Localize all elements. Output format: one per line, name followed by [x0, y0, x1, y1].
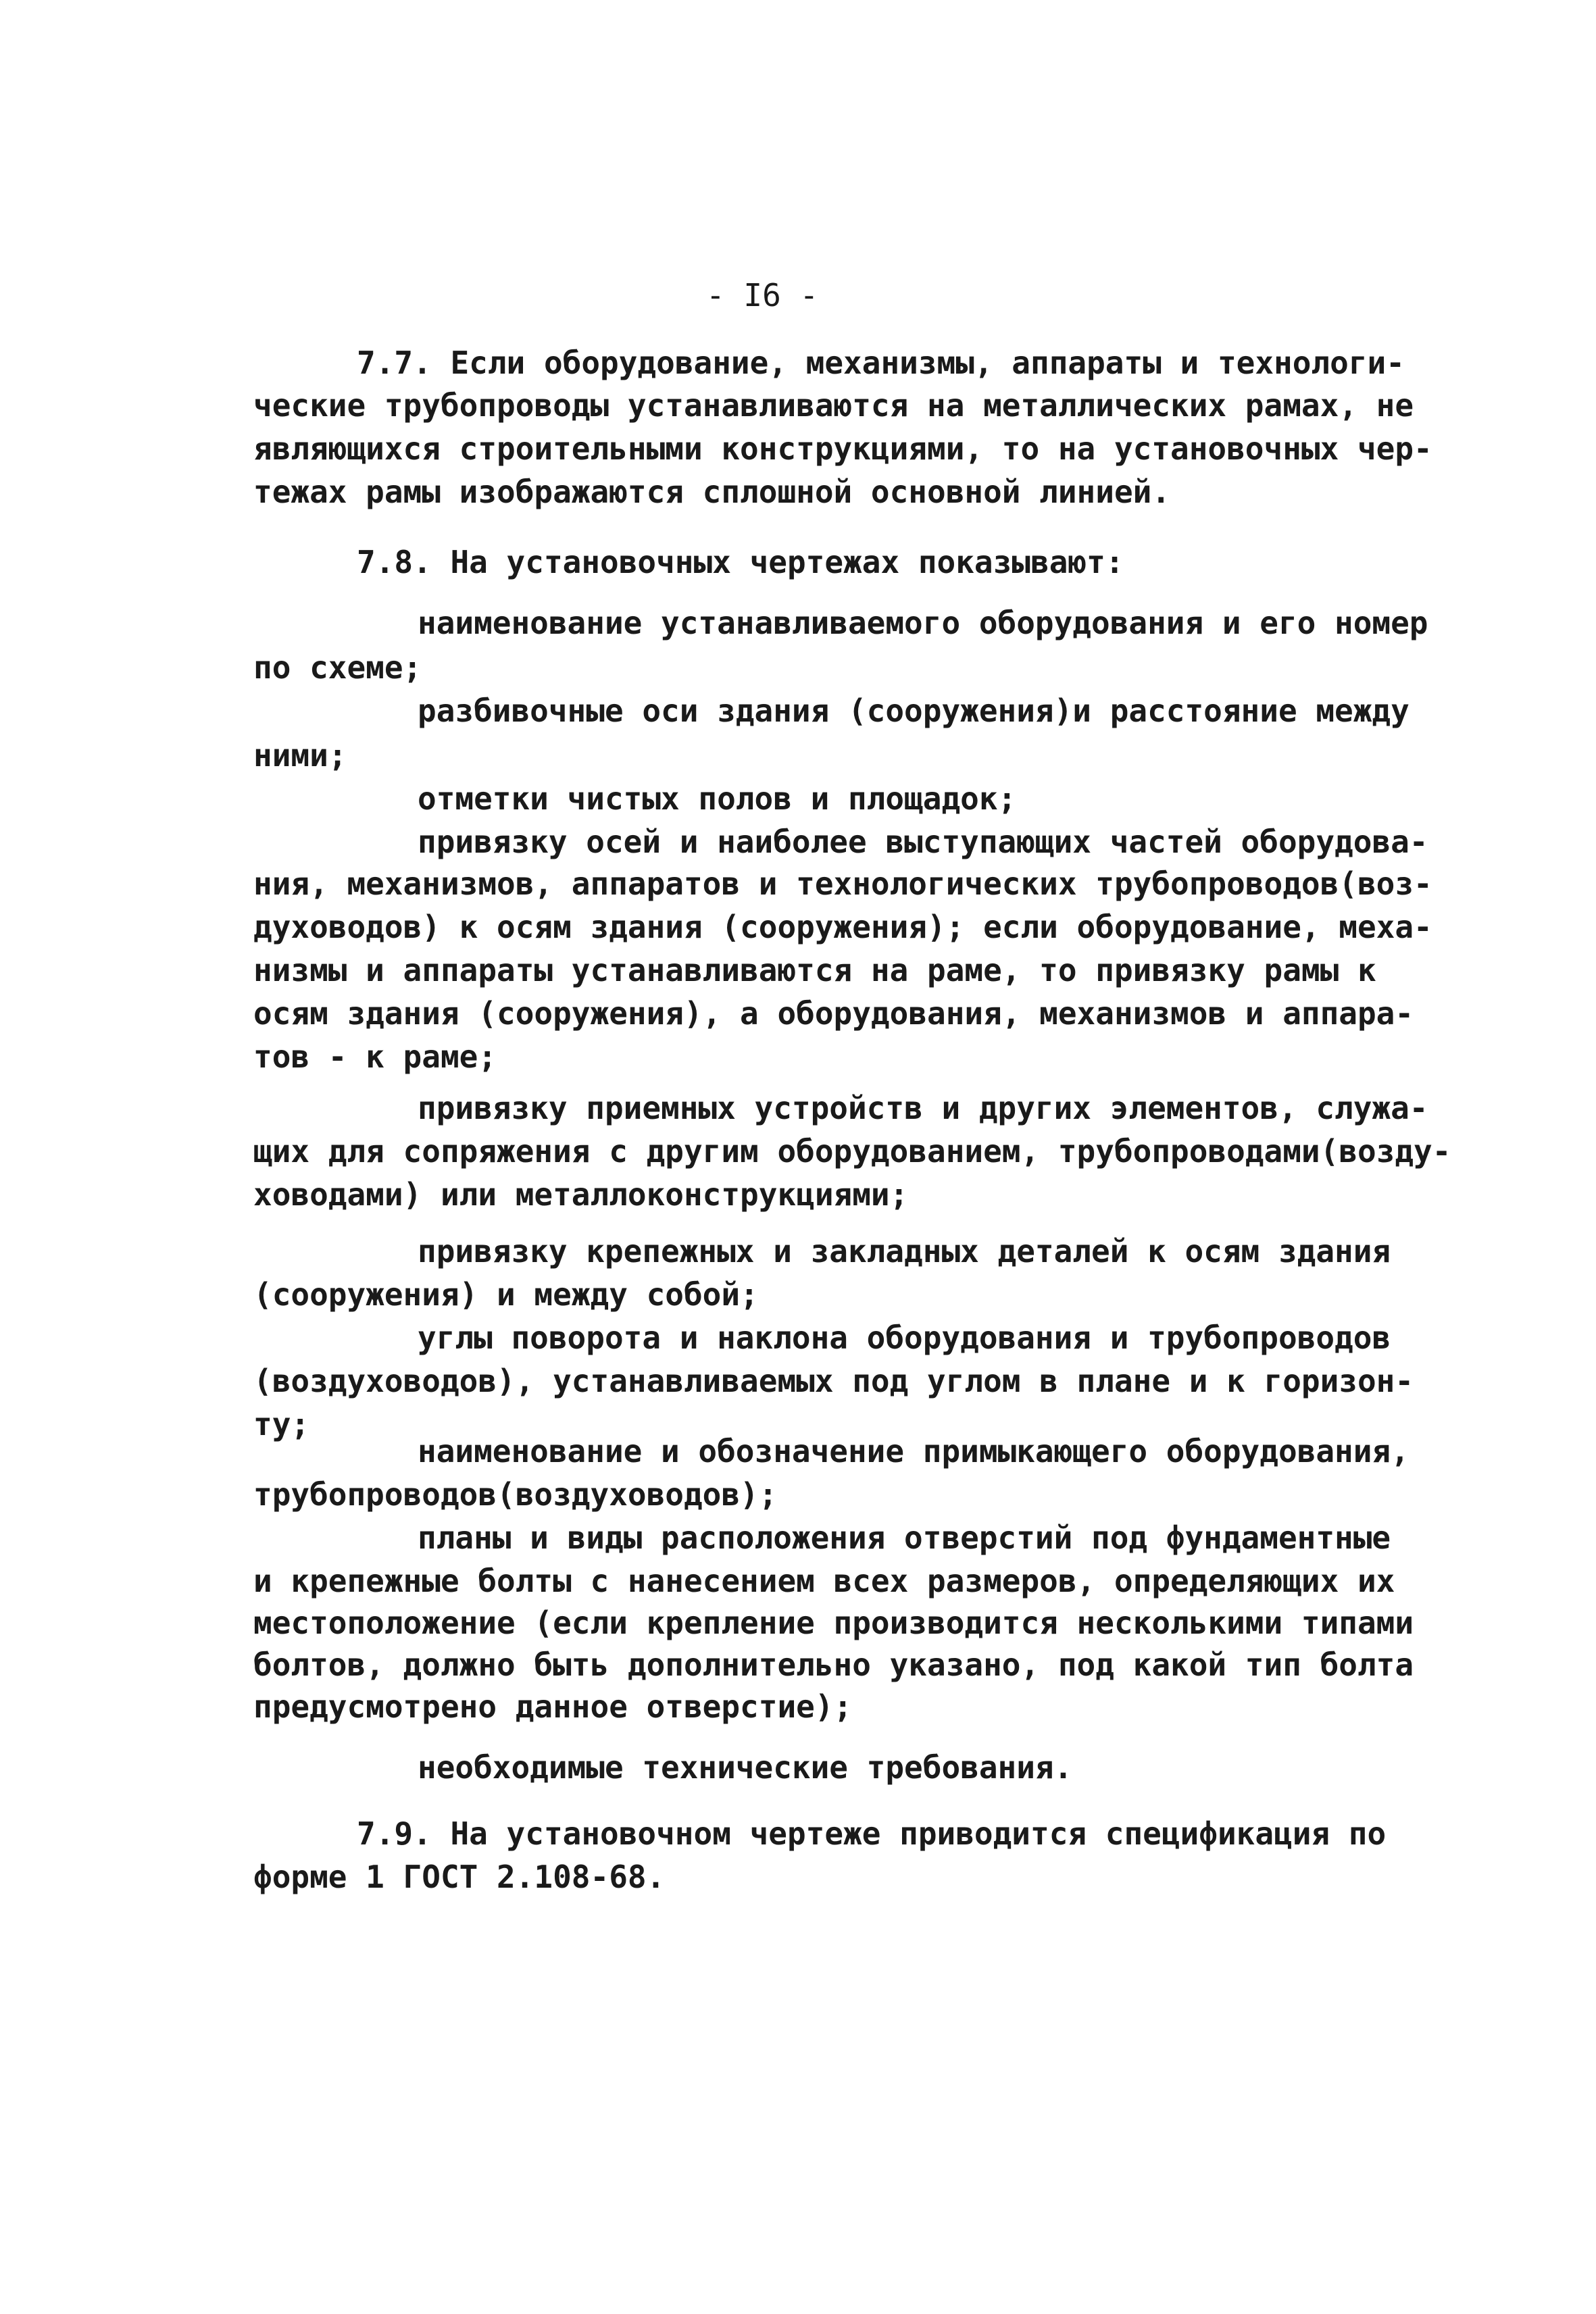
page-number: - I6 - [706, 277, 819, 313]
text-line: привязку крепежных и закладных деталей к осям здания [418, 1233, 1391, 1269]
text-line: ческие трубопроводы устанавливаются на металлических рамах, не [253, 387, 1414, 424]
text-line: (сооружения) и между собой; [253, 1276, 759, 1313]
text-line: болтов, должно быть дополнительно указано, под какой тип болта [253, 1646, 1414, 1683]
text-line: привязку осей и наиболее выступающих частей оборудова- [418, 824, 1428, 860]
text-line: отметки чистых полов и площадок; [418, 780, 1017, 817]
text-line: планы и виды расположения отверстий под фундаментные [418, 1519, 1391, 1556]
text-line: разбивочные оси здания (сооружения)и расстояние между [418, 693, 1410, 729]
text-line: наименование устанавливаемого оборудования и его номер [418, 605, 1428, 641]
text-line: и крепежные болты с нанесением всех размеров, определяющих их [253, 1563, 1395, 1599]
text-line: духоводов) к осям здания (сооружения); если оборудование, меха- [253, 909, 1432, 945]
text-line: тов - к раме; [253, 1038, 497, 1075]
text-line: предусмотрено данное отверстие); [253, 1688, 853, 1725]
text-line: 7.7. Если оборудование, механизмы, аппараты и технологи- [357, 345, 1405, 381]
text-line: 7.8. На установочных чертежах показывают: [357, 544, 1124, 580]
text-line: ховодами) или металлоконструкциями; [253, 1176, 909, 1213]
text-line: являющихся строительными конструкциями, то на установочных чер- [253, 430, 1432, 467]
text-line: тежах рамы изображаются сплошной основной линией. [253, 474, 1171, 510]
text-line: 7.9. На установочном чертеже приводится спецификация по [357, 1815, 1387, 1852]
text-line: местоположение (если крепление производится несколькими типами [253, 1605, 1414, 1641]
text-line: (воздуховодов), устанавливаемых под углом в плане и к горизон- [253, 1363, 1414, 1399]
text-line: осям здания (сооружения), а оборудования, механизмов и аппара- [253, 995, 1414, 1032]
text-line: углы поворота и наклона оборудования и трубопроводов [418, 1319, 1391, 1356]
text-line: щих для сопряжения с другим оборудованием, трубопроводами(возду- [253, 1133, 1451, 1169]
text-line: форме 1 ГОСТ 2.108-68. [253, 1859, 666, 1895]
text-line: ния, механизмов, аппаратов и технологических трубопроводов(воз- [253, 865, 1432, 902]
text-line: низмы и аппараты устанавливаются на раме, то привязку рамы к [253, 952, 1376, 988]
text-line: по схеме; [253, 649, 422, 686]
text-line: трубопроводов(воздуховодов); [253, 1476, 778, 1513]
text-line: ту; [253, 1406, 310, 1442]
text-line: наименование и обозначение примыкающего оборудования, [418, 1433, 1410, 1469]
text-line: привязку приемных устройств и других элементов, служа- [418, 1090, 1428, 1126]
text-line: необходимые технические требования. [418, 1749, 1073, 1786]
text-line: ними; [253, 737, 347, 774]
